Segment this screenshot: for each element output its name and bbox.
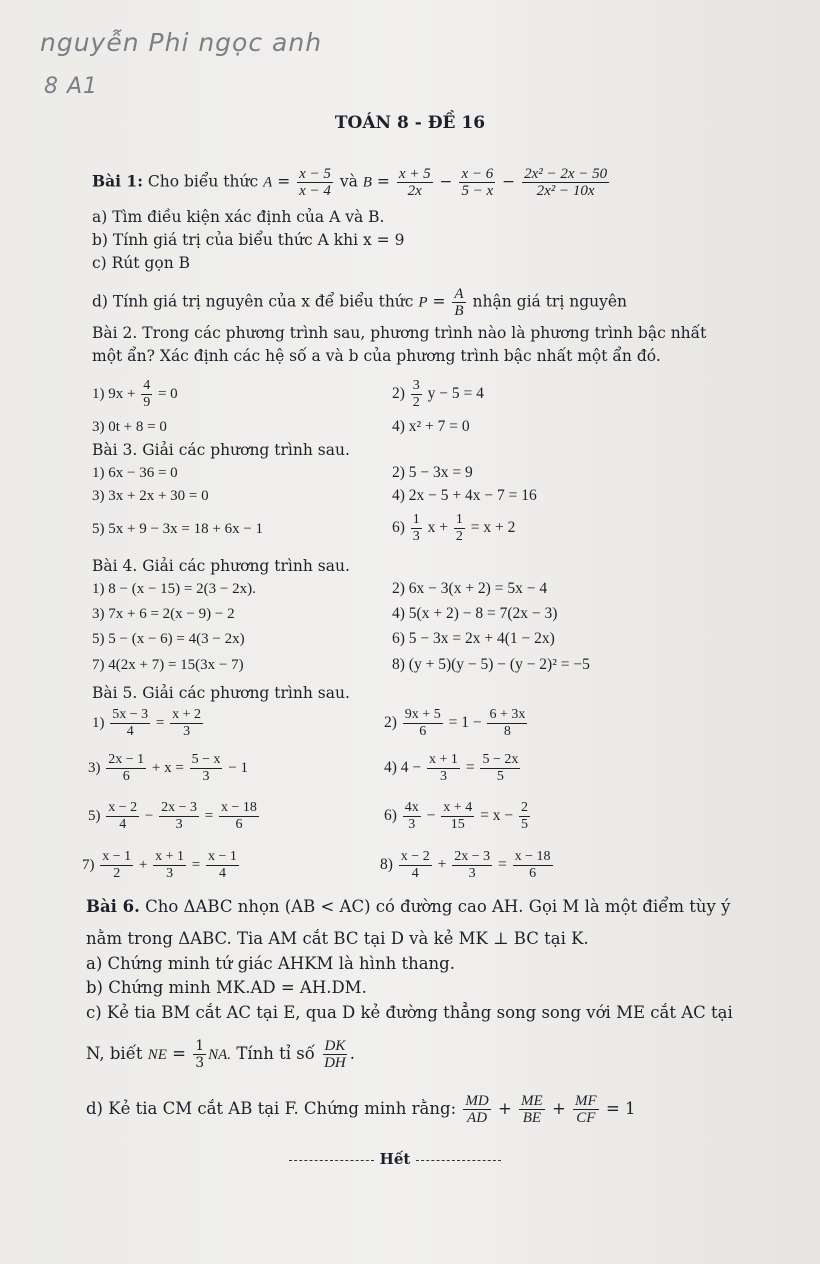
bai3-eq5: 5) 5x + 9 − 3x = 18 + 6x − 1	[92, 521, 264, 537]
bai3-eq1: 1) 6x − 36 = 0	[92, 465, 178, 481]
bai2-line2: một ẩn? Xác định các hệ số a và b của phương trình bậc nhất một ẩn đó.	[92, 347, 661, 365]
bai4-eq3: 3) 7x + 6 = 2(x − 9) − 2	[92, 606, 235, 622]
bai1-a: a) Tìm điều kiện xác định của A và B.	[92, 208, 385, 226]
handwritten-class: 8 A1	[44, 74, 99, 99]
bai6-line2: nằm trong ΔABC. Tia AM cắt BC tại D và kẻ MK ⊥ BC tại K.	[86, 929, 589, 948]
bai3-eq2: 2) 5 − 3x = 9	[392, 464, 473, 481]
bai6-line1: Bài 6. Cho ΔABC nhọn (AB < AC) có đường cao AH. Gọi M là một điểm tùy ý	[86, 897, 731, 916]
bai3-title: Bài 3. Giải các phương trình sau.	[92, 441, 350, 459]
bai5-eq4: 4) 4 − $\frac{x + 1}{3}$ = $\frac{5 - 2x}{5}$	[384, 752, 519, 784]
bai1-b: b) Tính giá trị của biểu thức A khi x = 9	[92, 231, 405, 249]
bai1-intro: Bài 1: Cho biểu thức A = $\frac{x - 5}{x - 4}$ và B = $\frac{x + 5}{2x}$ − $\frac{x - 6}{5 - x}$ − $\frac{\text{2x² − 2x − 50}}{\text{2x² − 10x}}$	[92, 166, 608, 199]
page-title: TOÁN 8 - ĐỀ 16	[334, 113, 486, 133]
bai2-eq2: 2) $\frac{3}{2}$ y − 5 = 4	[392, 378, 484, 410]
bai6-c: c) Kẻ tia BM cắt AC tại E, qua D kẻ đường thẳng song song với ME cắt AC tại	[86, 1003, 733, 1022]
footer: Hết	[280, 1150, 510, 1168]
bai4-eq2: 2) 6x − 3(x + 2) = 5x − 4	[392, 580, 548, 597]
bai4-eq6: 6) 5 − 3x = 2x + 4(1 − 2x)	[392, 630, 555, 647]
bai2-eq1: 1) 9x + $\frac{4}{9}$ = 0	[92, 378, 178, 410]
bai6-d: d) Kẻ tia CM cắt AB tại F. Chứng minh rằng: $\frac{MD}{AD}$ + $\frac{ME}{BE}$ + $\frac{MF}{CF}$ = 1	[86, 1093, 636, 1126]
bai4-eq4: 4) 5(x + 2) − 8 = 7(2x − 3)	[392, 605, 558, 622]
bai5-eq5: 5) $\frac{x - 2}{4}$ − $\frac{2x - 3}{3}$ = $\frac{x - 18}{6}$	[88, 800, 257, 832]
bai2-line1: Bài 2. Trong các phương trình sau, phương trình nào là phương trình bậc nhất	[92, 324, 707, 342]
bai2-eq3: 3) 0t + 8 = 0	[92, 419, 167, 435]
bai1-d: d) Tính giá trị nguyên của x để biểu thức P = $\frac{A}{B}$ nhận giá trị nguyên	[92, 286, 628, 319]
bai6-b: b) Chứng minh MK.AD = AH.DM.	[86, 978, 367, 997]
bai4-eq5: 5) 5 − (x − 6) = 4(3 − 2x)	[92, 631, 245, 647]
dash-right	[416, 1160, 501, 1161]
bai5-eq3: 3) $\frac{2x - 1}{6}$ + x = $\frac{5 - x}{3}$ − 1	[88, 752, 248, 784]
bai6-a: a) Chứng minh tứ giác AHKM là hình thang.	[86, 954, 455, 973]
bai5-title: Bài 5. Giải các phương trình sau.	[92, 684, 350, 702]
bai3-eq4: 4) 2x − 5 + 4x − 7 = 16	[392, 487, 537, 504]
bai6-c-cont: N, biết NE = $\frac{1}{3}$ NA. Tính tỉ số $\frac{DK}{DH}$ .	[86, 1038, 356, 1071]
bai3-eq6: 6) $\frac{1}{3}$ x + $\frac{1}{2}$ = x + 2	[392, 512, 516, 544]
bai4-eq1: 1) 8 − (x − 15) = 2(3 − 2x).	[92, 581, 256, 597]
bai4-eq8: 8) (y + 5)(y − 5) − (y − 2)² = −5	[392, 656, 590, 673]
handwritten-name: nguyễn Phi ngọc anh	[40, 28, 323, 57]
bai4-eq7: 7) 4(2x + 7) = 15(3x − 7)	[92, 657, 244, 673]
bai5-eq6: 6) $\frac{4x}{3}$ − $\frac{x + 4}{15}$ = x − $\frac{2}{5}$	[384, 800, 528, 832]
bai5-eq2: 2) $\frac{9x + 5}{6}$ = 1 − $\frac{6 + 3x}{8}$	[384, 707, 526, 739]
bai2-eq4: 4) x² + 7 = 0	[392, 418, 470, 435]
bai5-eq1: 1) $\frac{5x - 3}{4}$ = $\frac{x + 2}{3}$	[92, 707, 202, 739]
bai4-title: Bài 4. Giải các phương trình sau.	[92, 557, 350, 575]
bai5-eq7: 7) $\frac{x - 1}{2}$ + $\frac{x + 1}{3}$ = $\frac{x - 1}{4}$	[82, 849, 237, 881]
bai1-c: c) Rút gọn B	[92, 254, 191, 272]
bai3-eq3: 3) 3x + 2x + 30 = 0	[92, 488, 209, 504]
bai5-eq8: 8) $\frac{x - 2}{4}$ + $\frac{2x - 3}{3}$ = $\frac{x - 18}{6}$	[380, 849, 551, 881]
dash-left	[289, 1160, 374, 1161]
